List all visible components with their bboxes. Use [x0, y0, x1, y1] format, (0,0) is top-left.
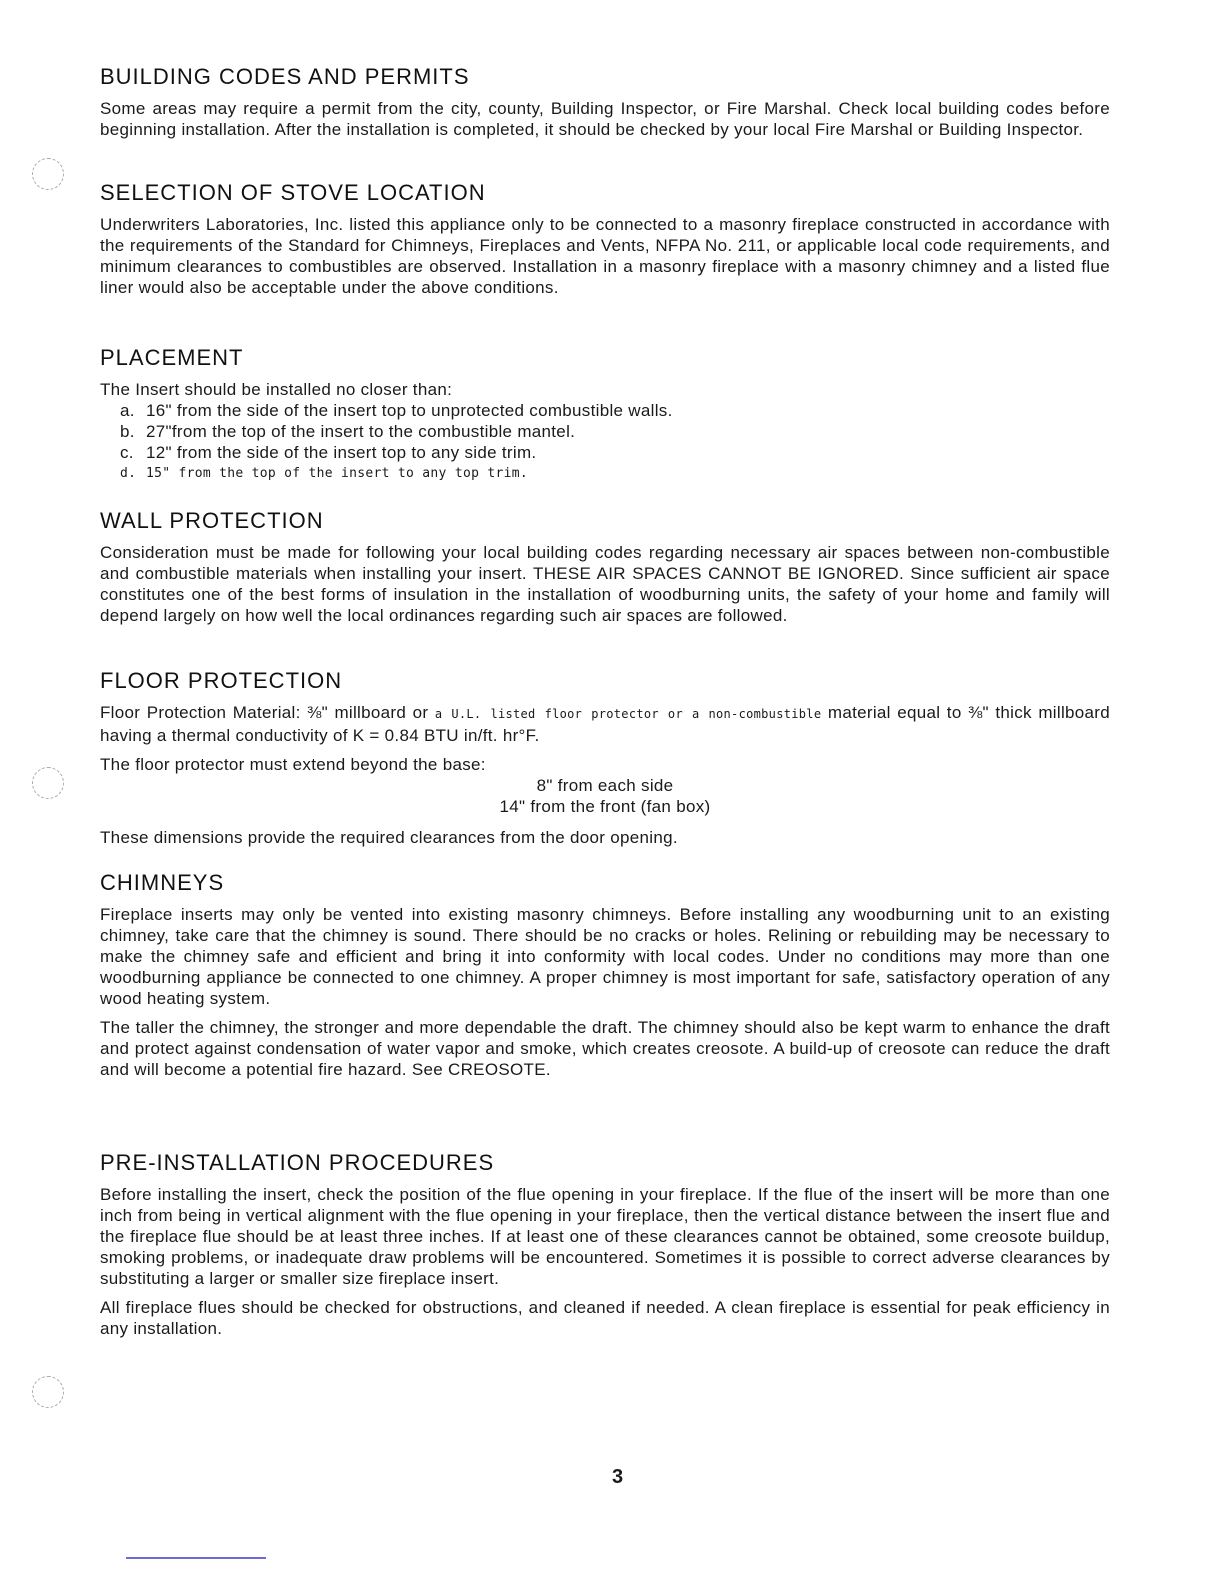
list-marker: b.	[120, 422, 135, 441]
section-chimneys	[100, 870, 1110, 1088]
page-number: 3	[612, 1466, 624, 1488]
section-placement	[100, 345, 1110, 484]
list-item	[100, 421, 1110, 442]
list-marker: c.	[120, 443, 134, 462]
section-stove-location	[100, 180, 1110, 306]
section-title: SELECTION OF STOVE LOCATION	[100, 180, 486, 205]
hole-punch-mark	[32, 767, 64, 799]
floor-material-text-cont: material equal to ⅜" thick millboard having a thermal conductivity of K = 0.84 BTU in/ft. hr°F.	[100, 703, 1110, 745]
section-paragraph: The Insert should be installed no closer than:	[100, 380, 453, 399]
section-paragraph: Underwriters Laboratories, Inc. listed this appliance only to be connected to a masonry fireplace constructed in accordance with the requirements of the Standard for Chimneys, Fireplaces and Vents, NFPA No. 211, or applicable local code requirements, and minimum clearances to combustibles are observed. Installation in a masonry fireplace with a masonry chimney and a listed flue liner would also be acceptable under the above conditions.	[100, 215, 1110, 297]
section-pre-installation	[100, 1150, 1110, 1347]
section-paragraph: All fireplace flues should be checked for obstructions, and cleaned if needed. A clean fireplace is essential for peak efficiency in any installation.	[100, 1298, 1110, 1338]
section-paragraph: These dimensions provide the required clearances from the door opening.	[100, 828, 678, 847]
floor-material-typed-insert: a U.L. listed floor protector or a non-combustible	[434, 707, 822, 721]
section-paragraph: The floor protector must extend beyond the base:	[100, 755, 486, 774]
list-text: 15" from the top of the insert to any top trim.	[146, 466, 528, 481]
list-marker: d.	[120, 466, 137, 481]
section-title: PRE-INSTALLATION PROCEDURES	[100, 1150, 495, 1175]
section-paragraph	[100, 702, 1110, 746]
section-paragraph: Before installing the insert, check the position of the flue opening in your fireplace. If the flue of the insert will be more than one inch from being in vertical alignment with the flue opening in your fireplace, then the vertical distance between the insert flue and the fireplace flue should be at least three inches. If at least one of these clearances cannot be obtained, some creosote buildup, smoking problems, or inadequate draw problems will be encountered. Sometimes it is possible to correct adverse clearances by substituting a larger or smaller size fireplace insert.	[100, 1185, 1110, 1288]
section-paragraph: Consideration must be made for following your local building codes regarding necessary air spaces between non-combustible and combustible materials when installing your insert. THESE AIR SPACES CANNOT BE IGNORED. Since sufficient air space constitutes one of the best forms of insulation in the installation of woodburning units, the safety of your home and family will depend largely on how well the local ordinances regarding such air spaces are followed.	[100, 543, 1110, 625]
section-title: BUILDING CODES AND PERMITS	[100, 64, 470, 89]
section-paragraph: Fireplace inserts may only be vented into existing masonry chimneys. Before installing any woodburning unit to an existing chimney, take care that the chimney is sound. There should be no cracks or holes. Relining or rebuilding may be necessary to make the chimney safe and efficient and bring it into conformity with local codes. Under no conditions may more than one woodburning appliance be connected to one chimney. A proper chimney is most important for safe, satisfactory operation of any wood heating system.	[100, 905, 1110, 1008]
list-item	[100, 400, 1110, 421]
list-item	[100, 463, 1110, 484]
section-wall-protection	[100, 508, 1110, 634]
section-title: CHIMNEYS	[100, 870, 225, 895]
dimension-line: 14" from the front (fan box)	[499, 797, 711, 816]
section-title: FLOOR PROTECTION	[100, 668, 343, 693]
section-building-codes	[100, 64, 1110, 148]
list-marker: a.	[120, 401, 135, 420]
list-text: 12" from the side of the insert top to any side trim.	[146, 443, 537, 462]
clearance-list	[100, 400, 1110, 484]
section-paragraph: The taller the chimney, the stronger and more dependable the draft. The chimney should also be kept warm to enhance the draft and protect against condensation of water vapor and smoke, which creates creosote. A build-up of creosote can reduce the draft and will become a potential fire hazard. See CREOSOTE.	[100, 1018, 1110, 1079]
dimension-line: 8" from each side	[536, 776, 674, 795]
section-paragraph: Some areas may require a permit from the city, county, Building Inspector, or Fire Marshal. Check local building codes before beginning installation. After the installation is completed, it should be checked by your local Fire Marshal or Building Inspector.	[100, 99, 1110, 139]
list-text: 27"from the top of the insert to the combustible mantel.	[146, 422, 576, 441]
hole-punch-mark	[32, 1376, 64, 1408]
section-title: PLACEMENT	[100, 345, 244, 370]
footer-rule	[126, 1557, 266, 1559]
list-item	[100, 442, 1110, 463]
section-title: WALL PROTECTION	[100, 508, 324, 533]
hole-punch-mark	[32, 158, 64, 190]
floor-material-text: Floor Protection Material: ⅜" millboard or	[100, 703, 429, 722]
list-text: 16" from the side of the insert top to unprotected combustible walls.	[146, 401, 673, 420]
section-floor-protection	[100, 668, 1110, 856]
